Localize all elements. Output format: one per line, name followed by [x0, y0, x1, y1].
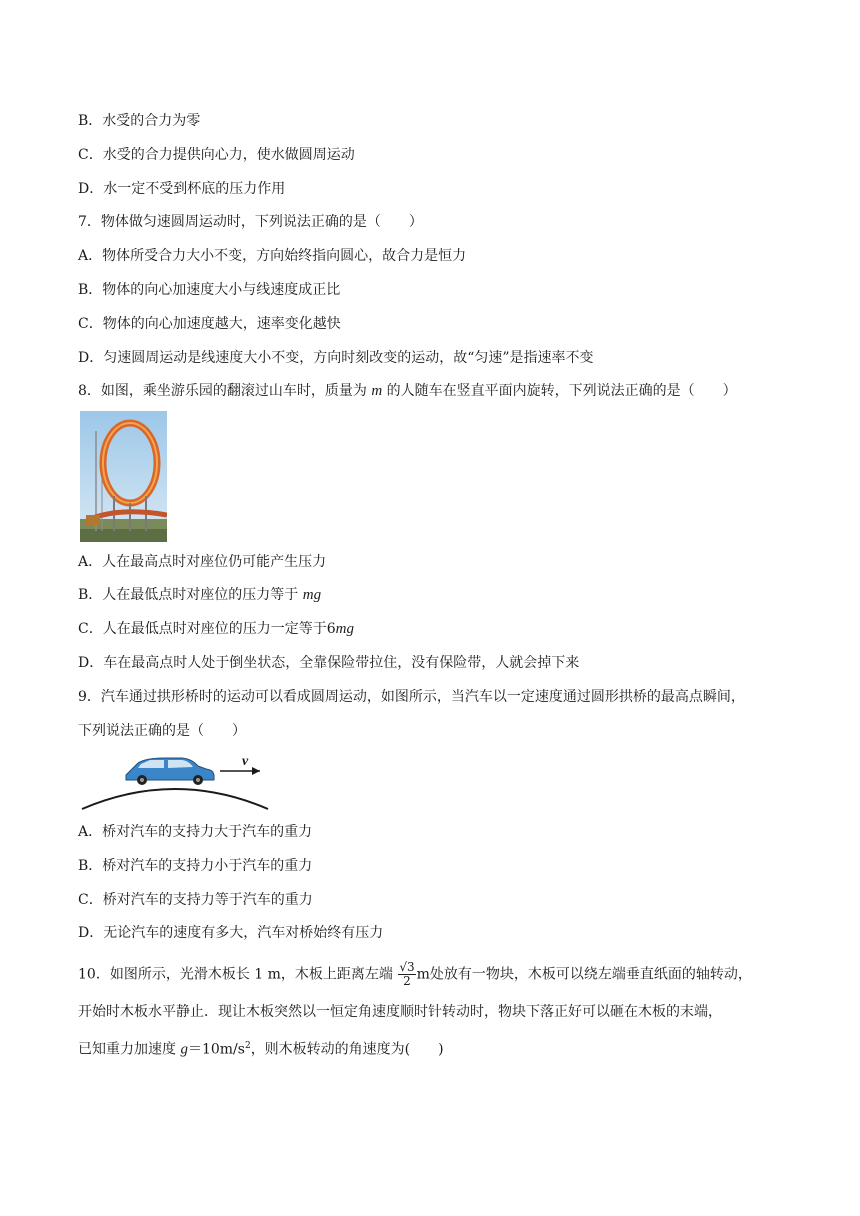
q9-stem-line2: 下列说法正确的是（ ） — [78, 723, 246, 739]
q8-option-b-text: B．人在最低点时对座位的压力等于 — [78, 587, 299, 603]
sqrt3-over-2-fraction — [398, 961, 415, 988]
q10-line1-start: 10．如图所示，光滑木板长 1 m，木板上距离左端 — [78, 966, 393, 983]
q6-option-c: C．水受的合力提供向心力，使水做圆周运动 — [78, 147, 355, 163]
q7-option-c: C．物体的向心加速度越大，速率变化越快 — [78, 316, 341, 332]
q7-stem: 7．物体做匀速圆周运动时，下列说法正确的是（ ） — [78, 214, 423, 230]
fraction-denominator: 2 — [403, 974, 411, 988]
fraction-numerator: √3 — [399, 960, 415, 974]
q10-line1-end: 处放有一物块，木板可以绕左端垂直纸面的轴转动， — [429, 966, 752, 983]
q10-line3-end: ，则木板转动的角速度为( ) — [250, 1041, 444, 1058]
q8-option-c-text: C．人在最低点时对座位的压力一定等于 — [78, 621, 327, 637]
q8-option-b — [78, 585, 321, 605]
q10-unit-m: m — [416, 966, 430, 983]
q10-line1 — [78, 961, 752, 988]
velocity-arrow — [220, 767, 260, 775]
velocity-label: v — [242, 754, 249, 769]
arch-bridge-line — [82, 789, 268, 809]
roller-coaster-photo — [80, 411, 167, 542]
q8-stem-before: 8．如图，乘坐游乐园的翻滚过山车时，质量为 — [78, 383, 367, 399]
q10-line3 — [78, 1036, 444, 1060]
q8-option-a: A．人在最高点时对座位仍可能产生压力 — [78, 554, 327, 570]
q9-option-a: A．桥对汽车的支持力大于汽车的重力 — [78, 824, 313, 840]
q10-line2: 开始时木板水平静止．现让木板突然以一恒定角速度顺时针转动时，物块下落正好可以砸在木板的末端， — [78, 1004, 722, 1020]
gravity-variable: g — [180, 1041, 188, 1058]
q8-option-c-number: 6 — [326, 621, 336, 637]
q8-stem-after: 的人随车在竖直平面内旋转，下列说法正确的是（ ） — [386, 383, 737, 399]
q9-stem-line1: 9．汽车通过拱形桥时的运动可以看成圆周运动，如图所示，当汽车以一定速度通过圆形拱桥的最高点瞬间， — [78, 689, 745, 705]
gravity-value: ＝10m/s — [187, 1041, 245, 1058]
q8-option-b-mg: mg — [302, 587, 322, 603]
q8-option-c — [78, 619, 354, 639]
car-icon — [126, 758, 214, 785]
q7-option-a: A．物体所受合力大小不变，方向始终指向圆心，故合力是恒力 — [78, 248, 467, 264]
gravity-exponent: 2 — [244, 1041, 251, 1051]
q9-option-b: B．桥对汽车的支持力小于汽车的重力 — [78, 858, 313, 874]
q8-option-d: D．车在最高点时人处于倒坐状态，全靠保险带拉住，没有保险带，人就会掉下来 — [78, 655, 580, 671]
q7-option-d: D．匀速圆周运动是线速度大小不变，方向时刻改变的运动，故“匀速”是指速率不变 — [78, 350, 594, 366]
car-bridge-drawing — [80, 749, 270, 811]
q9-option-c: C．桥对汽车的支持力等于汽车的重力 — [78, 892, 313, 908]
q8-mass-variable: m — [371, 383, 383, 399]
q7-option-b: B．物体的向心加速度大小与线速度成正比 — [78, 282, 341, 298]
car-on-arch-bridge-figure — [80, 749, 270, 811]
q8-stem — [78, 381, 737, 401]
q10-line3-start: 已知重力加速度 — [78, 1041, 176, 1058]
q9-option-d: D．无论汽车的速度有多大，汽车对桥始终有压力 — [78, 925, 384, 941]
q8-option-c-mg: mg — [335, 621, 354, 637]
q6-option-b: B．水受的合力为零 — [78, 113, 201, 129]
q6-option-d: D．水一定不受到杯底的压力作用 — [78, 181, 286, 197]
